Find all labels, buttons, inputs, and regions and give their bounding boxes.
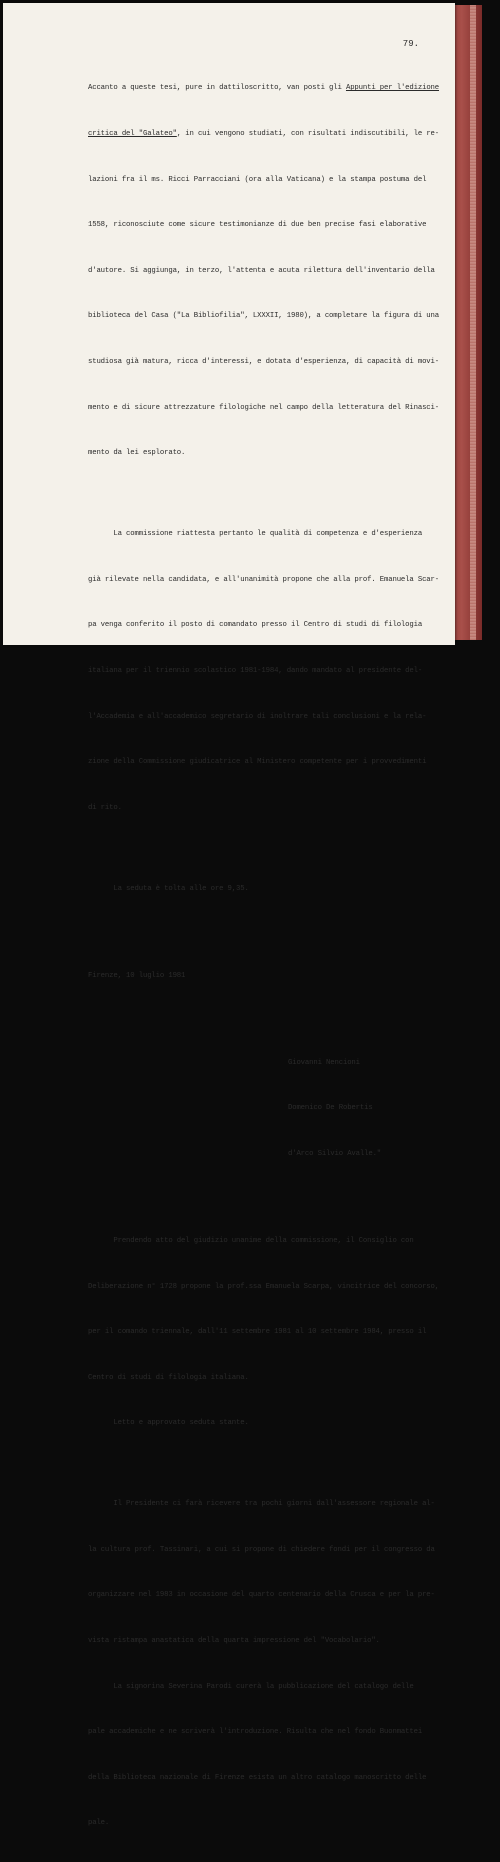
underlined-title: critica del "Galateo" — [88, 130, 177, 138]
closing-line: La seduta è tolta alle ore 9,35. — [88, 884, 249, 893]
text-line: pa venga conferito il posto di comandato presso il Centro di studi di filologia — [88, 621, 423, 630]
text-line: biblioteca del Casa ("La Bibliofilia", LXXXII, 1980), a completare la figura di una — [88, 312, 439, 321]
text-line: l'Accademia e all'accademico segretario di inoltrare tali conclusioni e la rela- — [88, 712, 427, 721]
text-line: italiana per il triennio scolastico 1981-1984, dando mandato al presidente del- — [88, 666, 423, 675]
text-line: organizzare nel 1983 in occasione del quarto centenario della Crusca e per la pre- — [88, 1591, 435, 1600]
text-line: lazioni fra il ms. Ricci Parracciani (ora alla Vaticana) e la stampa postuma del — [88, 175, 427, 184]
text-line: 1558, riconosciute come sicure testimonianze di due ben precise fasi elaborative — [88, 221, 427, 230]
text-line-rest: , in cui vengono studiati, con risultati indiscutibili, le re- — [176, 130, 440, 138]
signature-name: Giovanni Nencioni — [288, 1058, 360, 1067]
text-line: pale accademiche e ne scriverà l'introduzione. Risulta che nel fondo Buonmattei — [88, 1728, 423, 1737]
document-page — [3, 3, 455, 1828]
text-line: pale. — [88, 1819, 110, 1828]
text-line: La signorina Severina Parodi curerà la pubblicazione del catalogo delle — [88, 1682, 414, 1691]
text-line: per il comando triennale, dall'11 settembre 1981 al 10 settembre 1984, presso il — [88, 1328, 427, 1337]
text-line: Prendendo atto del giudizio unanime della commissione, il Consiglio con — [88, 1236, 414, 1245]
text-line: mento da lei esplorato. — [88, 449, 186, 458]
text-line: di rito. — [88, 803, 122, 812]
text-line: Deliberazione n° 1728 propone la prof.ssa Emanuela Scarpa, vincitrice del concorso, — [88, 1282, 439, 1291]
text-line: zione della Commissione giudicatrice al Ministero competente per i provvedimenti — [88, 758, 427, 767]
text-line: d'autore. Si aggiunga, in terzo, l'attenta e acuta rilettura dell'inventario della — [88, 266, 435, 275]
text-line: già rilevate nella candidata, e all'unanimità propone che alla prof. Emanuela Scar- — [88, 575, 439, 584]
text-line: Letto e approvato seduta stante. — [88, 1419, 249, 1428]
text-line: La commissione riattesta pertanto le qualità di competenza e d'esperienza — [88, 530, 423, 539]
text-line: della Biblioteca nazionale di Firenze esista un altro catalogo manoscritto delle — [88, 1773, 427, 1782]
document-body — [88, 51, 440, 1862]
text-line: studiosa già matura, ricca d'interessi, e dotata d'esperienza, di capacità di movi- — [88, 357, 439, 366]
text-line: Il Presidente ci farà ricevere tra pochi giorni dall'assessore regionale al- — [88, 1500, 435, 1509]
date-line: Firenze, 10 luglio 1981 — [88, 971, 186, 980]
signature-name: d'Arco Silvio Avalle." — [288, 1149, 382, 1158]
text-line: mento e di sicure attrezzature filologiche nel campo della letteratura del Rinasci- — [88, 403, 439, 412]
page-edges — [470, 5, 476, 640]
text-line: Centro di studi di filologia italiana. — [88, 1373, 249, 1382]
text-line — [88, 127, 440, 142]
text-line: vista ristampa anastatica della quarta impressione del "Vocabolario". — [88, 1637, 380, 1646]
page-number: 79. — [402, 39, 419, 49]
text-line: la cultura prof. Tassinari, a cui si propone di chiedere fondi per il congresso da — [88, 1545, 435, 1554]
signature-name: Domenico De Robertis — [288, 1104, 373, 1113]
text-line: Accanto a queste tesi, pure in dattiloscritto, van posti gli Appunti per l'edizione — [88, 84, 440, 93]
underlined-title: Appunti per l'edizione — [345, 84, 440, 93]
